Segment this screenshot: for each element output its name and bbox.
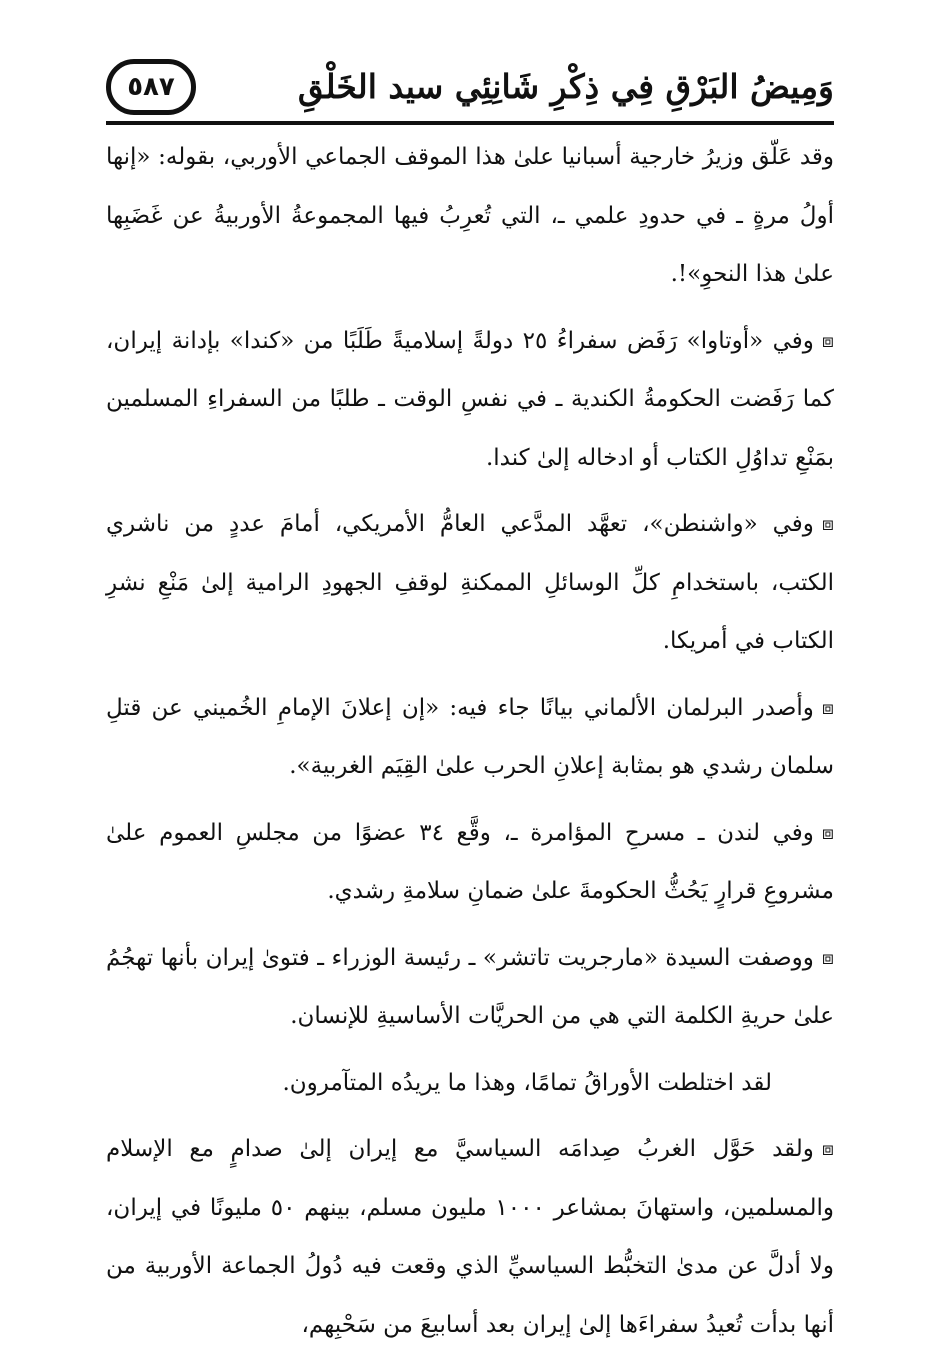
page-number: ٥٨٧ <box>127 72 175 102</box>
paragraph-text: وفي «واشنطن»، تعهَّد المدَّعي العامُّ الأمريكي، أمامَ عددٍ من ناشري الكتب، باستخدامِ كلِّ الوسائلِ الممكنةِ لوقفِ الجهودِ الرامية إلىٰ مَنْعِ نشرِ الكتاب في أمريكا. <box>106 511 834 654</box>
paragraph-text: ووصفت السيدة «مارجريت تاتشر» ـ رئيسة الوزراء ـ فتوىٰ إيران بأنها تهجُمُ علىٰ حريةِ الكلمة التي هي من الحريَّات الأساسيةِ للإنسان. <box>106 944 834 1029</box>
paragraph-london <box>106 804 834 921</box>
page-number-badge <box>106 59 196 115</box>
square-bullet-icon: ⧈ <box>821 946 834 969</box>
paragraph-text: وأصدر البرلمان الألماني بيانًا جاء فيه: «إن إعلانَ الإمامِ الخُميني عن قتلِ سلمان رشدي هو بمثابة إعلانِ الحرب علىٰ القِيَم الغربية». <box>106 694 834 779</box>
square-bullet-icon: ⧈ <box>821 329 834 352</box>
square-bullet-icon: ⧈ <box>821 821 834 844</box>
square-bullet-icon: ⧈ <box>821 1138 834 1160</box>
paragraph-text: ولقد حَوَّل الغربُ صِدامَه السياسيَّ مع إيران إلىٰ صدامٍ مع الإسلام والمسلمين، واستهانَ بمشاعر ١٠٠٠ مليون مسلم، بينهم ٥٠ مليونًا في إيران، ولا أدلَّ عن مدىٰ التخبُّط السياسيِّ الذي وقعت فيه دُولُ الجماعة الأوربية من أنها بدأت تُعيدُ سفراءَها إلىٰ إيران بعد أسابيعَ من سَحْبِهم، <box>106 1136 835 1338</box>
square-bullet-icon: ⧈ <box>821 696 834 719</box>
paragraph-thatcher <box>106 929 834 1046</box>
paragraph-west-clash <box>106 1120 834 1354</box>
paragraph-text: وفي «أوتاوا» رَفَض سفراءُ ٢٥ دولةً إسلاميةً طَلَبًا من «كندا» بإدانة إيران، كما رَفَضت الحكومةُ الكندية ـ في نفسِ الوقت ـ طلبًا من السفراءِ المسلمين بمَنْعِ تداوُلِ الكتاب أو ادخاله إلىٰ كندا. <box>106 327 834 471</box>
paragraph-spain-minister <box>106 128 834 304</box>
paragraph-german-parliament <box>106 679 834 796</box>
running-title: وَمِيضُ البَرْقِ فِي ذِكْرِ شَانِئِي سيد الخَلْقِ <box>297 67 834 106</box>
paragraph-conspirators <box>106 1054 834 1113</box>
body-text <box>106 128 834 1362</box>
paragraph-ottawa <box>106 312 834 488</box>
paragraph-text: وفي لندن ـ مسرحِ المؤامرة ـ، وقَّع ٣٤ عضوًا من مجلسِ العموم علىٰ مشروعِ قرارٍ يَحُثُّ الحكومةَ علىٰ ضمانِ سلامةِ رشدي. <box>106 819 834 904</box>
square-bullet-icon: ⧈ <box>821 513 834 535</box>
header-divider <box>106 121 834 125</box>
paragraph-washington <box>106 495 834 671</box>
running-header <box>106 55 834 123</box>
paragraph-text: لقد اختلطت الأوراقُ تمامًا، وهذا ما يريدُه المتآمرون. <box>282 1069 772 1096</box>
paragraph-text: وقد عَلّق وزيرُ خارجية أسبانيا علىٰ هذا الموقف الجماعي الأوربي، بقوله: «إنها أولُ مرةٍ ـ في حدودِ علمي ـ، التي تُعرِبُ فيها المجموعةُ الأوربيةُ عن غَضَبِها علىٰ هذا النحوِ»!. <box>106 144 834 287</box>
